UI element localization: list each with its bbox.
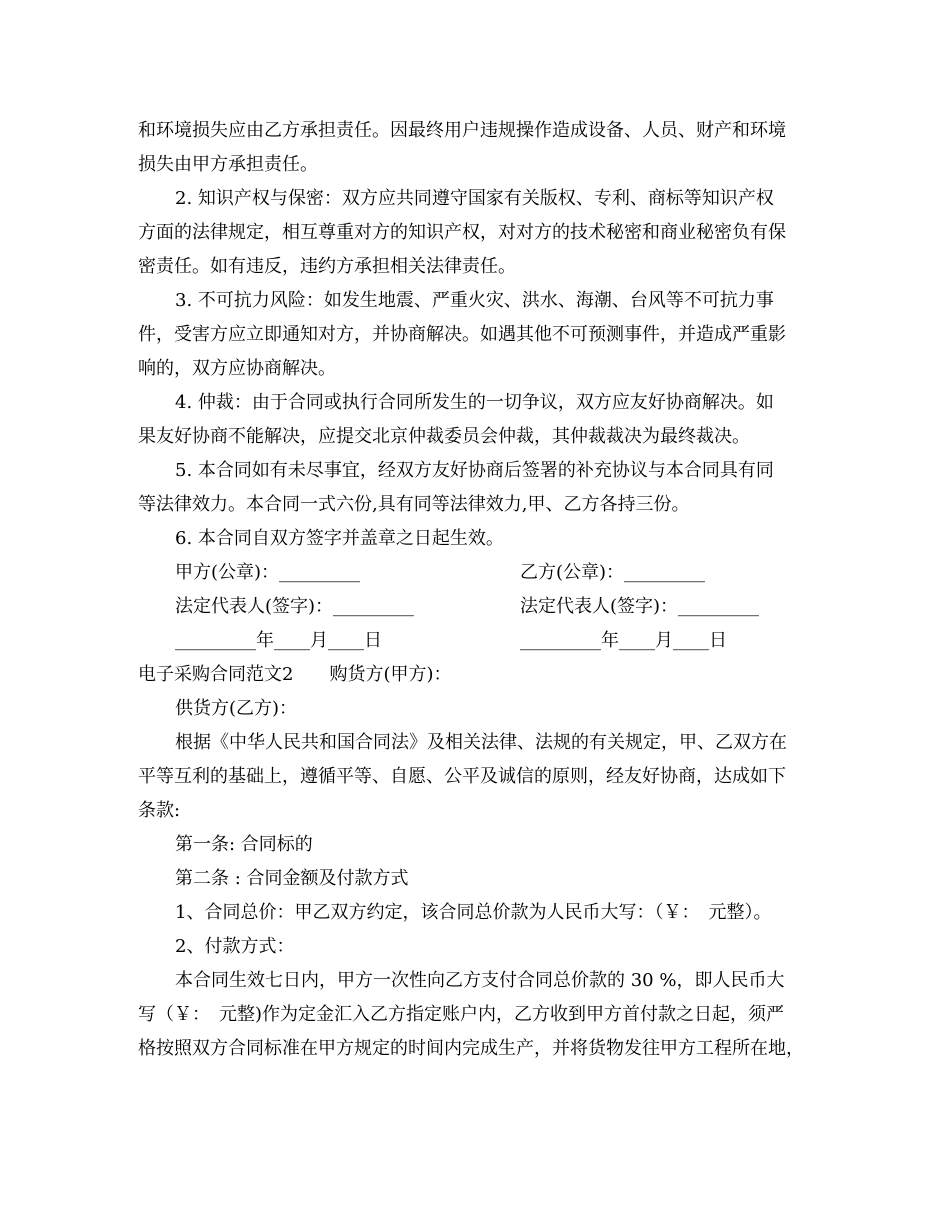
party-b-date: _________年____月____日 (520, 630, 727, 651)
party-a-representative: 法定代表人(签字)：_________ (175, 596, 415, 617)
clause-6-title: 6. 本合同自双方签字并盖章之日起生效。 (175, 528, 504, 549)
text-line: 1、合同总价：甲乙双方约定，该合同总价款为人民币大写：（￥： 元整）。 (175, 902, 772, 923)
text-line: 本合同生效七日内，甲方一次性向乙方支付合同总价款的 30 %，即人民币大 (175, 970, 785, 991)
party-a-date: _________年____月____日 (175, 630, 382, 651)
text-line: 等法律效力。本合同一式六份,具有同等法律效力,甲、乙方各持三份。 (138, 494, 690, 515)
text-line: 写（￥： 元整)作为定金汇入乙方指定账户内，乙方收到甲方首付款之日起，须严 (138, 1004, 785, 1025)
text-line: 根据《中华人民共和国合同法》及相关法律、法规的有关规定，甲、乙双方在 (175, 732, 787, 753)
text-line: 2、付款方式： (175, 936, 295, 957)
party-a-seal: 甲方(公章)：_________ (175, 562, 361, 583)
text-line: 条款: (138, 800, 181, 821)
text-line: 格按照双方合同标准在甲方规定的时间内完成生产，并将货物发往甲方工程所在地， (138, 1038, 804, 1059)
clause-5-title: 5. 本合同如有未尽事宜，经双方友好协商后签署的补充协议与本合同具有同 (175, 460, 774, 481)
section-title: 电子采购合同范文2 购货方(甲方)： (138, 664, 452, 685)
text-line: 和环境损失应由乙方承担责任。因最终用户违规操作造成设备、人员、财产和环境 (138, 120, 786, 141)
text-line: 平等互利的基础上，遵循平等、自愿、公平及诚信的原则，经友好协商，达成如下 (138, 766, 786, 787)
text-line: 响的，双方应协商解决。 (138, 358, 336, 379)
text-line: 损失由甲方承担责任。 (138, 154, 318, 175)
clause-4-title: 4. 仲裁：由于合同或执行合同所发生的一切争议，双方应友好协商解决。如 (175, 392, 774, 413)
text-line: 果友好协商不能解决，应提交北京仲裁委员会仲裁，其仲裁裁决为最终裁决。 (138, 426, 750, 447)
text-line: 密责任。如有违反，违约方承担相关法律责任。 (138, 256, 516, 277)
text-line: 方面的法律规定，相互尊重对方的知识产权，对对方的技术秘密和商业秘密负有保 (138, 222, 786, 243)
text-line: 供货方(乙方)： (175, 698, 298, 719)
clause-3-title: 3. 不可抗力风险：如发生地震、严重火灾、洪水、海潮、台风等不可抗力事 (175, 290, 774, 311)
party-b-seal: 乙方(公章)：_________ (520, 562, 706, 583)
text-line: 件，受害方应立即通知对方，并协商解决。如遇其他不可预测事件，并造成严重影 (138, 324, 786, 345)
clause-2-title: 2. 知识产权与保密：双方应共同遵守国家有关版权、专利、商标等知识产权 (175, 188, 774, 209)
article-2-title: 第二条 : 合同金额及付款方式 (175, 868, 409, 889)
article-1-title: 第一条: 合同标的 (175, 834, 313, 855)
party-b-representative: 法定代表人(签字)：_________ (520, 596, 760, 617)
